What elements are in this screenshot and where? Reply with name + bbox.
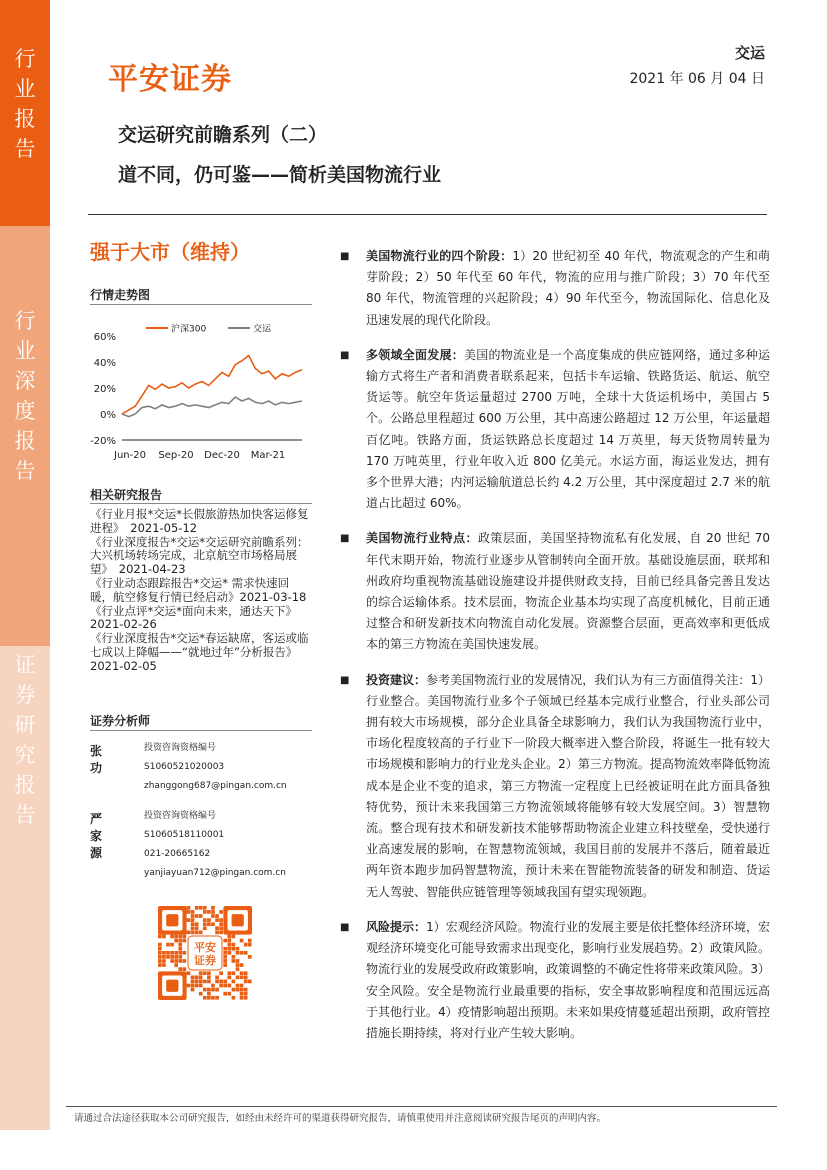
qr-module — [195, 926, 199, 930]
qr-module — [191, 975, 195, 979]
summary-paragraph — [340, 246, 770, 331]
qr-module — [236, 967, 240, 971]
trend-divider — [90, 304, 312, 305]
related-report-item[interactable]: 《行业点评*交运*面向未来，通达天下》2021-02-26 — [90, 603, 297, 632]
qr-module — [215, 988, 219, 992]
y-tick-label: 0% — [100, 410, 116, 421]
qr-module — [227, 939, 231, 943]
qr-module — [215, 931, 219, 935]
qr-module — [215, 918, 219, 922]
qr-module — [166, 951, 170, 955]
qr-module — [199, 975, 203, 979]
qr-module — [203, 971, 207, 975]
qr-module — [170, 935, 174, 939]
qr-module — [207, 971, 211, 975]
main-title: 道不同，仍可鉴——简析美国物流行业 — [118, 164, 442, 186]
qr-module — [158, 959, 162, 963]
company-logo: 平安证券 — [108, 62, 232, 97]
qr-module — [170, 951, 174, 955]
summary-paragraph — [340, 917, 770, 1044]
analyst-license-label: 投资咨询资格编号 — [144, 743, 217, 753]
analyst-license-label: 投资咨询资格编号 — [144, 811, 217, 821]
qr-module — [232, 959, 236, 963]
qr-module — [162, 963, 166, 967]
qr-module — [211, 910, 215, 914]
qr-module — [191, 980, 195, 984]
related-report-item[interactable]: 《行业月报*交运*长假旅游热加快客运修复进程》 2021-05-12 — [90, 507, 309, 535]
sidebar-label-report-type: 行业报告 — [14, 47, 36, 161]
qr-module — [223, 951, 227, 955]
paragraph-text: 参考美国物流行业的发展情况，我们认为有三方面值得关注：1）行业整合。美国物流行业多个子领域已经基本完成行业整合，行业头部公司拥有较大市场规模，部分企业具备全球影响力，我们认为我国物流行业中，市场化程度较高的子行业下一阶段大概率进入整合阶段，将诞生一批有较大市场规模和影响力的行业龙头企业。2）第三方物流。提高物流效率降低物流成本是企业不变的追求，第三方物流一定程度上已经被证明在此方面具备独特优势，预计未来我国第三方物流领域将能够有较大发展空间。3）智慧物流。整合现有技术和研发新技术能够帮助物流企业建立科技壁垒，受快递行业高速发展的影响，在智慧物流领域，我国目前的发展并不落后，随着最近两年资本跑步加码智慧物流，预计未来在智能物流装备的研发和制造、货运无人驾驶、智能供应链管理等领域我国有望实现领跑。 — [366, 672, 770, 899]
qr-module — [158, 947, 162, 951]
qr-module — [174, 935, 178, 939]
bullet-icon: ■ — [340, 921, 350, 933]
qr-module — [170, 955, 174, 959]
qr-module — [191, 914, 195, 918]
qr-module — [232, 980, 236, 984]
qr-module — [223, 947, 227, 951]
qr-module — [162, 959, 166, 963]
qr-module — [183, 951, 187, 955]
qr-module — [183, 939, 187, 943]
qr-module — [215, 975, 219, 979]
bullet-icon: ■ — [340, 533, 350, 545]
qr-module — [187, 984, 191, 988]
y-tick-label: 40% — [93, 358, 116, 369]
footer-divider — [66, 1106, 777, 1107]
paragraph-text: 美国的物流业是一个高度集成的供应链网络，通过多种运输方式将生产者和消费者联系起来，包括卡车运输、铁路货运、航运、航空货运等。航空年货运量超过 2700 万吨，全球十大货运机场中，美国占 5 个。公路总里程超过 600 万公里，其中高速公路超过 12 万公里，年运量超百亿吨。铁路方面，货运铁路总长度超过 14 万英里，每天货物周转量为 170 万吨英里，行业年收入近 800 亿美元。水运方面，海运业发达，拥有多个世界大港；内河运输航道总长约 4.2 万公里，其中深度超过 2.7 米的航道占比超过 60%。 — [366, 347, 770, 511]
analyst-name: 张功 — [90, 744, 103, 775]
qr-module — [227, 971, 231, 975]
qr-module — [232, 988, 236, 992]
summary-paragraph — [340, 528, 770, 655]
report-date: 2021 年 06 月 04 日 — [629, 71, 765, 87]
qr-module — [203, 988, 207, 992]
qr-module — [219, 926, 223, 930]
qr-module — [227, 984, 231, 988]
bullet-icon: ■ — [340, 674, 350, 686]
qr-module — [244, 943, 248, 947]
qr-module — [158, 955, 162, 959]
qr-module — [199, 971, 203, 975]
qr-module — [232, 955, 236, 959]
qr-module — [215, 926, 219, 930]
qr-center-text: 平安 — [194, 941, 216, 954]
qr-module — [240, 963, 244, 967]
qr-module — [211, 914, 215, 918]
analyst-license: S1060518110001 — [144, 830, 225, 840]
qr-module — [244, 992, 248, 996]
qr-module — [158, 951, 162, 955]
qr-module — [158, 943, 162, 947]
qr-module — [178, 939, 182, 943]
qr-module — [244, 951, 248, 955]
related-report-item[interactable]: 《行业深度报告*交运*交运研究前瞻系列：大兴机场转场完成，北京航空市场格局展望》 2021-04-23 — [90, 534, 309, 577]
qr-module — [178, 943, 182, 947]
rating-label: 强于大市（维持） — [90, 240, 250, 264]
qr-module — [227, 935, 231, 939]
qr-module — [207, 992, 211, 996]
qr-module — [187, 918, 191, 922]
qr-module — [240, 951, 244, 955]
industry-label: 交运 — [734, 44, 765, 62]
qr-module — [244, 980, 248, 984]
related-report-item[interactable]: 《行业动态跟踪报告*交运* 需求快速回暖，航空修复行情已经启动》2021-03-18 — [90, 575, 307, 604]
qr-module — [248, 980, 252, 984]
qr-module — [232, 996, 236, 1000]
qr-center-text: 证券 — [194, 954, 216, 967]
qr-module — [223, 963, 227, 967]
qr-module — [211, 988, 215, 992]
qr-module — [178, 935, 182, 939]
qr-module — [244, 988, 248, 992]
qr-module — [223, 992, 227, 996]
qr-module — [199, 992, 203, 996]
qr-module — [219, 910, 223, 914]
related-reports-list — [90, 508, 312, 674]
qr-module — [219, 918, 223, 922]
qr-code — [158, 906, 252, 1000]
qr-module — [207, 975, 211, 979]
qr-module — [158, 963, 162, 967]
qr-module — [187, 910, 191, 914]
series-line — [122, 397, 302, 417]
sidebar — [0, 0, 50, 1130]
trend-heading: 行情走势图 — [90, 288, 151, 302]
qr-module — [174, 959, 178, 963]
x-tick-label: Sep-20 — [158, 450, 194, 461]
qr-module — [207, 922, 211, 926]
qr-module — [223, 984, 227, 988]
qr-module — [158, 935, 162, 939]
qr-module — [166, 955, 170, 959]
trend-chart — [88, 318, 318, 466]
analyst-phone: 021-20665162 — [144, 849, 211, 859]
qr-module — [203, 996, 207, 1000]
qr-module — [240, 971, 244, 975]
qr-module — [178, 967, 182, 971]
qr-module — [227, 975, 231, 979]
qr-module — [174, 951, 178, 955]
qr-module — [236, 951, 240, 955]
sidebar-label-securities-research: 证券研究报告 — [14, 653, 36, 827]
sidebar-label-report-depth: 行业深度报告 — [14, 309, 36, 483]
qr-module — [211, 984, 215, 988]
qr-module — [211, 922, 215, 926]
qr-finder — [166, 980, 178, 992]
qr-module — [203, 910, 207, 914]
bullet-icon: ■ — [340, 349, 350, 361]
qr-module — [203, 922, 207, 926]
qr-module — [248, 943, 252, 947]
qr-module — [207, 996, 211, 1000]
qr-module — [191, 984, 195, 988]
qr-module — [215, 980, 219, 984]
report-summary — [340, 246, 770, 1058]
qr-module — [219, 984, 223, 988]
analyst-email[interactable]: yanjiayuan712@pingan.com.cn — [144, 868, 286, 878]
qr-module — [187, 906, 191, 910]
related-reports-heading: 相关研究报告 — [90, 488, 163, 502]
qr-module — [191, 926, 195, 930]
analyst-license: S1060521020003 — [144, 762, 225, 772]
qr-module — [232, 947, 236, 951]
qr-module — [211, 906, 215, 910]
qr-module — [195, 906, 199, 910]
paragraph-text: 1）20 世纪初至 40 年代，物流观念的产生和萌芽阶段；2）50 年代至 60 年代，物流的应用与推广阶段；3）70 年代至 80 年代，物流管理的兴起阶段；4）90 年代至今，物流国际化、信息化及迅速发展的现代化阶段。 — [366, 249, 770, 327]
qr-module — [248, 955, 252, 959]
qr-module — [240, 975, 244, 979]
bullet-icon: ■ — [340, 251, 350, 262]
qr-module — [195, 931, 199, 935]
qr-module — [219, 931, 223, 935]
qr-module — [195, 975, 199, 979]
qr-module — [215, 996, 219, 1000]
series-title: 交运研究前瞻系列（二） — [118, 124, 328, 146]
qr-module — [199, 931, 203, 935]
analyst-divider — [90, 730, 312, 731]
qr-module — [195, 980, 199, 984]
qr-module — [244, 996, 248, 1000]
qr-module — [187, 971, 191, 975]
qr-module — [240, 992, 244, 996]
qr-module — [244, 975, 248, 979]
legend-label: 沪深300 — [171, 324, 207, 335]
summary-paragraph — [340, 345, 770, 515]
qr-module — [187, 931, 191, 935]
qr-module — [236, 959, 240, 963]
qr-module — [195, 984, 199, 988]
qr-module — [183, 967, 187, 971]
analyst-heading: 证券分析师 — [90, 714, 151, 728]
qr-module — [236, 963, 240, 967]
qr-module — [207, 980, 211, 984]
qr-module — [170, 959, 174, 963]
y-tick-label: 20% — [93, 384, 116, 395]
x-tick-label: Mar-21 — [250, 450, 286, 461]
qr-module — [191, 918, 195, 922]
qr-module — [191, 922, 195, 926]
qr-module — [178, 955, 182, 959]
qr-module — [195, 914, 199, 918]
x-tick-label: Jun-20 — [114, 450, 146, 461]
qr-module — [191, 931, 195, 935]
qr-module — [183, 935, 187, 939]
qr-module — [174, 963, 178, 967]
qr-module — [195, 922, 199, 926]
qr-module — [232, 971, 236, 975]
paragraph-title: 多领域全面发展： — [366, 347, 464, 362]
qr-module — [207, 918, 211, 922]
qr-module — [162, 951, 166, 955]
qr-module — [215, 914, 219, 918]
paragraph-title: 风险提示： — [366, 919, 427, 934]
qr-module — [219, 980, 223, 984]
qr-module — [248, 939, 252, 943]
paragraph-title: 美国物流行业的四个阶段： — [366, 249, 513, 263]
qr-module — [203, 980, 207, 984]
qr-module — [240, 988, 244, 992]
qr-module — [219, 971, 223, 975]
qr-module — [236, 984, 240, 988]
qr-finder — [166, 914, 178, 926]
qr-module — [240, 984, 244, 988]
qr-module — [183, 959, 187, 963]
footer-disclaimer: 请通过合法途径获取本公司研究报告，如经由未经许可的渠道获得研究报告，请慎重使用并注意阅读研究报告尾页的声明内容。 — [74, 1113, 607, 1124]
qr-module — [227, 943, 231, 947]
qr-module — [232, 935, 236, 939]
qr-module — [199, 914, 203, 918]
header-divider — [88, 214, 767, 215]
qr-module — [174, 939, 178, 943]
qr-module — [223, 939, 227, 943]
qr-module — [207, 988, 211, 992]
qr-module — [162, 935, 166, 939]
qr-module — [236, 975, 240, 979]
qr-module — [219, 922, 223, 926]
qr-module — [191, 988, 195, 992]
qr-module — [211, 996, 215, 1000]
qr-module — [240, 996, 244, 1000]
qr-module — [199, 906, 203, 910]
qr-module — [244, 971, 248, 975]
qr-module — [203, 926, 207, 930]
sidebar-block-report-type — [0, 0, 50, 226]
qr-module — [203, 906, 207, 910]
paragraph-title: 投资建议： — [366, 672, 427, 687]
summary-paragraph — [340, 670, 770, 903]
qr-module — [227, 992, 231, 996]
qr-module — [178, 959, 182, 963]
related-report-item[interactable]: 《行业深度报告*交运*春运缺席，客运或临七成以上降幅——“就地过年”分析报告》 2021-02-05 — [90, 631, 309, 673]
qr-module — [199, 984, 203, 988]
qr-module — [170, 943, 174, 947]
legend-label: 交运 — [253, 324, 272, 335]
qr-module — [236, 947, 240, 951]
analyst-name: 严家源 — [90, 812, 103, 860]
qr-module — [178, 951, 182, 955]
qr-module — [227, 951, 231, 955]
qr-module — [203, 918, 207, 922]
qr-module — [199, 980, 203, 984]
paragraph-title: 美国物流行业特点： — [366, 531, 478, 546]
qr-module — [223, 955, 227, 959]
qr-module — [178, 947, 182, 951]
sidebar-block-securities-research — [0, 646, 50, 1130]
qr-module — [174, 955, 178, 959]
qr-module — [166, 943, 170, 947]
paragraph-text: 1）宏观经济风险。物流行业的发展主要是依托整体经济环境，宏观经济环境变化可能导致需求出现变化，影响行业发展趋势。2）政策风险。物流行业的发展受政府政策影响，政策调整的不确定性将带来政策风险。3）安全风险。安全是物流行业最重要的指标，安全事故影响程度和范围远远高于其他行业。4）疫情影响超出预期。未来如果疫情蔓延超出预期，政府管控措施长期持续，将对行业产生较大影响。 — [366, 919, 770, 1040]
related-reports-divider — [90, 503, 312, 504]
qr-module — [207, 910, 211, 914]
analyst-email[interactable]: zhanggong687@pingan.com.cn — [144, 781, 287, 791]
paragraph-text: 政策层面，美国坚持物流私有化发展，自 20 世纪 70 年代末期开始，物流行业逐步从管制转向全面开放。基础设施层面，联邦和州政府均重视物流基础设施建设并提供财政支持，目前已经具备完善且发达的综合运输体系。技术层面，物流企业基本均实现了高度机械化，目前正通过整合和研发新技术向物流自动化发展。资源整合层面，更高效率和更低成本的第三方物流在美国快速发展。 — [366, 531, 770, 652]
qr-module — [240, 939, 244, 943]
qr-module — [236, 988, 240, 992]
qr-module — [223, 959, 227, 963]
qr-finder — [232, 914, 244, 926]
y-tick-label: -20% — [90, 436, 116, 447]
y-tick-label: 60% — [93, 332, 116, 343]
sidebar-block-report-depth — [0, 226, 50, 646]
qr-module — [223, 980, 227, 984]
qr-module — [162, 955, 166, 959]
qr-module — [232, 943, 236, 947]
qr-module — [191, 910, 195, 914]
x-tick-label: Dec-20 — [204, 450, 240, 461]
qr-module — [227, 947, 231, 951]
